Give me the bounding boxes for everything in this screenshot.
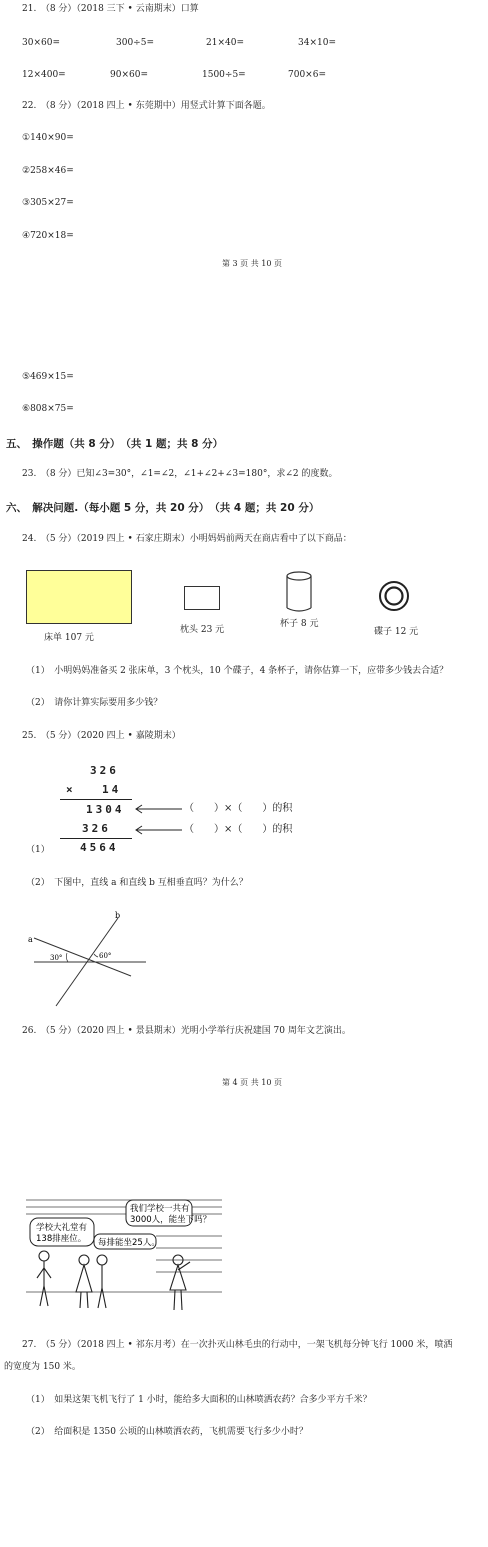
mult-top: 326	[90, 764, 119, 777]
angle-label: 30°	[50, 954, 63, 962]
mult-partial: 1304	[86, 803, 125, 816]
q22-item: ⑥808×75=	[22, 404, 74, 414]
goods-caption: 床单 107 元	[44, 633, 94, 643]
q27-header: 27. （5 分）（2018 四上 • 祁东月考）在一次扑灭山林毛虫的行动中，一架飞机每分钟飞行 1000 米，喷洒	[22, 1340, 453, 1350]
mult-operator: ×	[66, 783, 76, 796]
q25-sub2: （2） 下图中，直线 a 和直线 b 互相垂直吗？为什么？	[26, 878, 248, 888]
q21-item: 1500÷5=	[202, 70, 246, 80]
section-heading: 六、 解决问题.（每小题 5 分，共 20 分） （共 4 题；共 20 分）	[6, 502, 320, 514]
blank-text: （ ）×（ ）的积	[184, 803, 293, 814]
mult-result: 4564	[80, 841, 119, 854]
q27-sub1: （1） 如果这架飞机飞行了 1 小时，能给多大面积的山林喷洒农药？合多少平方千米？	[26, 1395, 372, 1405]
school-illustration	[26, 1196, 222, 1318]
q23-text: 23. （8 分）已知∠3=30°，∠1=∠2，∠1+∠2+∠3=180°，求∠2 的度数。	[22, 469, 338, 479]
goods-caption: 杯子 8 元	[280, 619, 319, 629]
q25-sub1: （1）	[26, 845, 50, 855]
mult-second: 14	[102, 783, 122, 796]
q27-header-cont: 的宽度为 150 米。	[4, 1362, 81, 1372]
mult-partial: 326	[82, 822, 111, 835]
q21-item: 21×40=	[206, 38, 244, 48]
q21-header: 21. （8 分）（2018 三下 • 云南期末）口算	[22, 4, 199, 14]
q22-item: ②258×46=	[22, 166, 74, 176]
speech-text: 3000人，能坐下吗？	[130, 1215, 212, 1225]
q22-item: ③305×27=	[22, 198, 74, 208]
q21-item: 300÷5=	[116, 38, 154, 48]
q27-sub2: （2） 给面积是 1350 公顷的山林喷洒农药，飞机需要飞行多少小时？	[26, 1427, 308, 1437]
q24-sub1: （1） 小明妈妈准备买 2 张床单，3 个枕头，10 个碟子，4 条杯子，请你估算一下，应带多少钱去合适？	[26, 666, 449, 676]
angle-diagram	[26, 910, 156, 1010]
q21-item: 90×60=	[110, 70, 148, 80]
speech-text: 138排座位。	[36, 1234, 87, 1244]
q21-item: 700×6=	[288, 70, 326, 80]
bedsheet-image	[26, 570, 132, 624]
q21-item: 34×10=	[298, 38, 336, 48]
speech-text: 学校大礼堂有	[36, 1223, 88, 1233]
line-b-label: b	[115, 911, 121, 920]
q22-header: 22. （8 分）（2018 四上 • 东莞期中）用竖式计算下面各题。	[22, 101, 271, 111]
pillow-image	[184, 586, 220, 610]
line-a-label: a	[28, 935, 33, 944]
cup-image	[284, 571, 314, 615]
mult-line	[60, 838, 132, 839]
goods-caption: 碟子 12 元	[374, 627, 419, 637]
q24-sub2: （2） 请你计算实际要用多少钱？	[26, 698, 163, 708]
page-number: 第 3 页 共 10 页	[222, 259, 282, 268]
q24-header: 24. （5 分）（2019 四上 • 石家庄期末）小明妈妈前两天在商店看中了以下商品：	[22, 534, 352, 544]
q22-item: ④720×18=	[22, 231, 74, 241]
angle-label: 60°	[99, 952, 112, 960]
q22-item: ①140×90=	[22, 133, 74, 143]
page-number: 第 4 页 共 10 页	[222, 1078, 282, 1087]
q26-header: 26. （5 分）（2020 四上 • 景县期末）光明小学举行庆祝建国 70 周年文艺演出。	[22, 1026, 351, 1036]
mult-line	[60, 799, 132, 800]
q21-item: 30×60=	[22, 38, 60, 48]
q25-header: 25. （5 分）（2020 四上 • 嘉陵期末）	[22, 731, 181, 741]
goods-caption: 枕头 23 元	[180, 625, 225, 635]
blank-text: （ ）×（ ）的积	[184, 824, 293, 835]
q22-item: ⑤469×15=	[22, 372, 74, 382]
speech-text: 我们学校一共有	[130, 1204, 190, 1214]
q21-item: 12×400=	[22, 70, 66, 80]
section-heading: 五、 操作题（共 8 分） （共 1 题；共 8 分）	[6, 438, 224, 450]
speech-text: 每排能坐25人。	[98, 1238, 160, 1248]
plate-image	[378, 580, 414, 616]
